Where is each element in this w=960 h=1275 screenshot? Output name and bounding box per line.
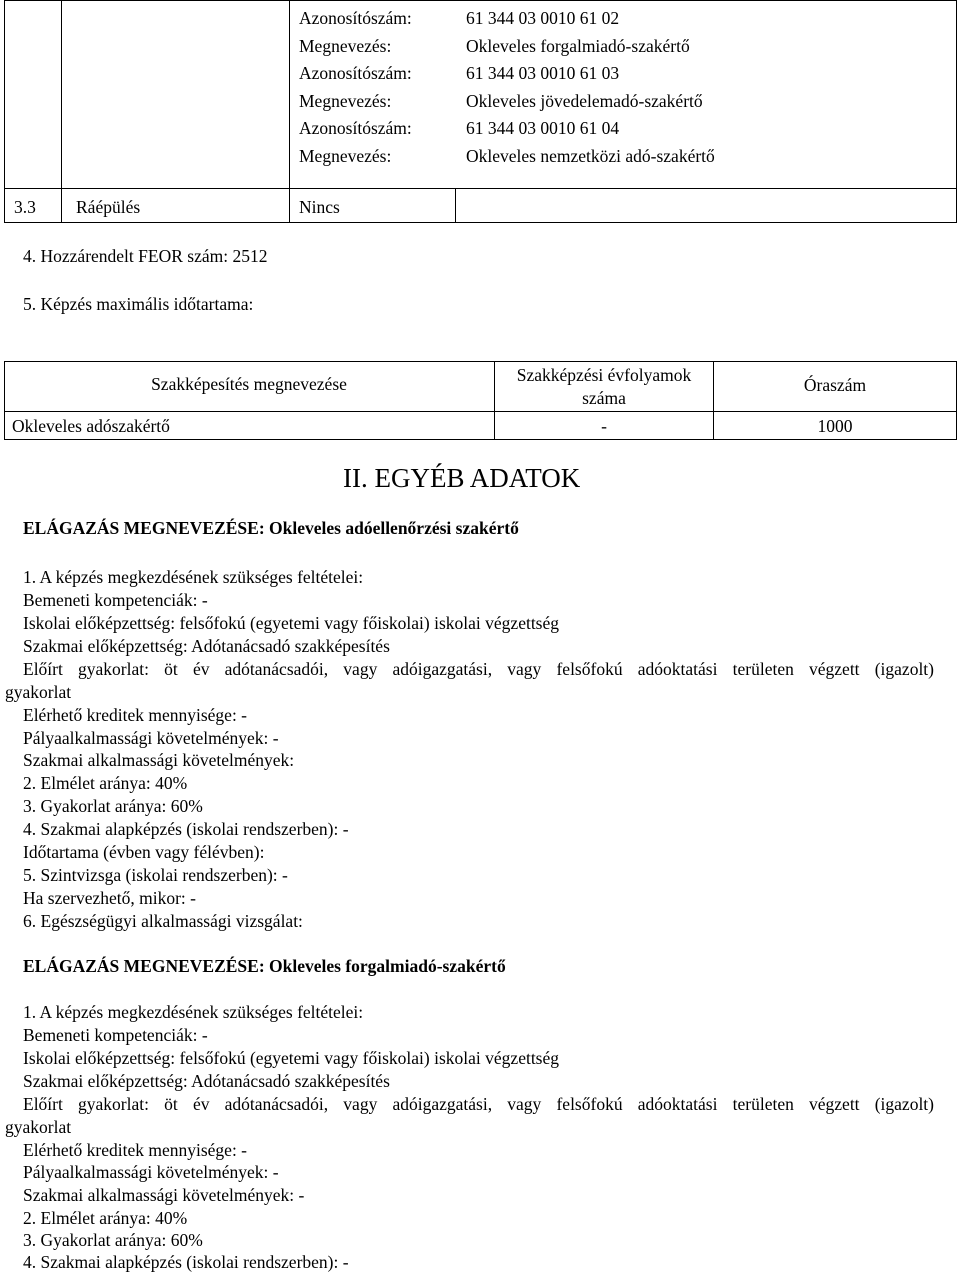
- header-years-2: száma: [582, 388, 626, 408]
- years-value: -: [601, 416, 607, 436]
- practice-line: Előírt gyakorlat: öt év adótanácsadói, vagy adóigazgatási, vagy felsőfokú adóoktatási területen végzett (igazolt): [23, 1094, 934, 1114]
- id-value: 61 344 03 0010 61 02: [466, 8, 620, 28]
- id-value: 61 344 03 0010 61 04: [466, 118, 620, 138]
- branch-line: 1. A képzés megkezdésének szükséges feltételei:: [23, 1002, 364, 1022]
- branch-line: 3. Gyakorlat aránya: 60%: [23, 1230, 203, 1250]
- branch-line: Bemeneti kompetenciák: -: [23, 590, 208, 610]
- branch-line: Szakmai alkalmassági követelmények: -: [23, 1185, 305, 1205]
- id-label: Azonosítószám:: [299, 118, 412, 138]
- branch-line: 2. Elmélet aránya: 40%: [23, 773, 188, 793]
- branch-line: 5. Szintvizsga (iskolai rendszerben): -: [23, 865, 288, 885]
- building-value: Nincs: [299, 197, 340, 217]
- branch-line: 4. Szakmai alapképzés (iskolai rendszerben): -: [23, 1252, 349, 1272]
- branch-line: Ha szervezhető, mikor: -: [23, 888, 196, 908]
- name-label: Megnevezés:: [299, 36, 392, 56]
- building-label: Ráépülés: [76, 197, 141, 217]
- max-duration-title: 5. Képzés maximális időtartama:: [23, 294, 254, 314]
- branch-line: 2. Elmélet aránya: 40%: [23, 1208, 188, 1228]
- section-title: II. EGYÉB ADATOK: [343, 463, 581, 493]
- branch-line: 3. Gyakorlat aránya: 60%: [23, 796, 203, 816]
- branch-line: Pályaalkalmassági követelmények: -: [23, 728, 279, 748]
- duration-table: [4, 361, 957, 440]
- row-number: 3.3: [14, 197, 36, 217]
- branch-line: 1. A képzés megkezdésének szükséges feltételei:: [23, 567, 364, 587]
- branch-line: Iskolai előképzettség: felsőfokú (egyetemi vagy főiskolai) iskolai végzettség: [23, 613, 560, 633]
- branch-line: Szakmai alkalmassági követelmények:: [23, 750, 295, 770]
- name-label: Megnevezés:: [299, 91, 392, 111]
- branch-line: Iskolai előképzettség: felsőfokú (egyetemi vagy főiskolai) iskolai végzettség: [23, 1048, 560, 1068]
- branch-line: Elérhető kreditek mennyisége: -: [23, 1140, 248, 1160]
- qualification-name: Okleveles adószakértő: [12, 416, 170, 436]
- branch-line: Időtartama (évben vagy félévben):: [23, 842, 265, 862]
- feor-number: 4. Hozzárendelt FEOR szám: 2512: [23, 246, 268, 266]
- name-label: Megnevezés:: [299, 146, 392, 166]
- branch-line: 4. Szakmai alapképzés (iskolai rendszerben): -: [23, 819, 349, 839]
- branch-line: Szakmai előképzettség: Adótanácsadó szakképesítés: [23, 636, 390, 656]
- branch-line: 6. Egészségügyi alkalmassági vizsgálat:: [23, 911, 303, 931]
- branch-line: Bemeneti kompetenciák: -: [23, 1025, 208, 1045]
- branch-line: Elérhető kreditek mennyisége: -: [23, 705, 248, 725]
- name-value: Okleveles nemzetközi adó-szakértő: [466, 146, 715, 166]
- branch-heading: ELÁGAZÁS MEGNEVEZÉSE: Okleveles forgalmiadó-szakértő: [23, 956, 506, 976]
- id-label: Azonosítószám:: [299, 63, 412, 83]
- branch-heading: ELÁGAZÁS MEGNEVEZÉSE: Okleveles adóellenőrzési szakértő: [23, 518, 519, 538]
- header-hours: Óraszám: [803, 375, 867, 395]
- branch-line: Szakmai előképzettség: Adótanácsadó szakképesítés: [23, 1071, 390, 1091]
- name-value: Okleveles forgalmiadó-szakértő: [466, 36, 690, 56]
- id-label: Azonosítószám:: [299, 8, 412, 28]
- practice-line: Előírt gyakorlat: öt év adótanácsadói, vagy adóigazgatási, vagy felsőfokú adóoktatási területen végzett (igazolt): [23, 659, 934, 679]
- id-value: 61 344 03 0010 61 03: [466, 63, 620, 83]
- hours-value: 1000: [817, 416, 853, 436]
- branch-line: Pályaalkalmassági követelmények: -: [23, 1162, 279, 1182]
- identifier-table: [4, 0, 957, 223]
- practice-continuation: gyakorlat: [5, 682, 72, 702]
- header-qualification: Szakképesítés megnevezése: [151, 374, 347, 394]
- name-value: Okleveles jövedelemadó-szakértő: [466, 91, 703, 111]
- practice-continuation: gyakorlat: [5, 1117, 72, 1137]
- header-years: Szakképzési évfolyamok: [516, 365, 692, 385]
